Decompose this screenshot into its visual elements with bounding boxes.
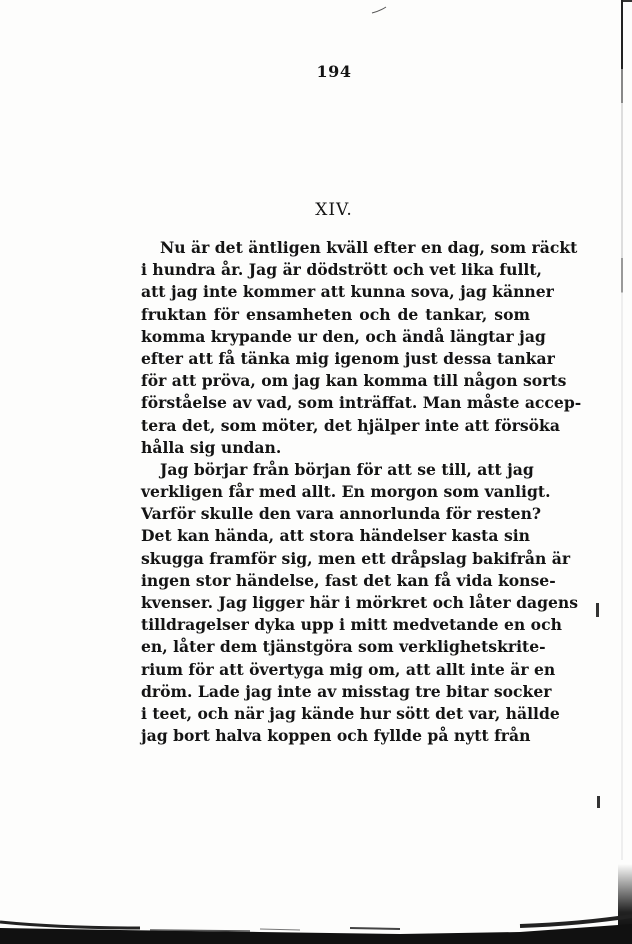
text-line: en, låter dem tjänstgöra som verklighetskrite- (141, 637, 546, 657)
scan-speck (597, 796, 600, 808)
scan-speck (596, 603, 599, 617)
text-line: kvenser. Jag ligger här i mörkret och låter dagens (141, 593, 579, 612)
text-line: Nu är det äntligen kväll efter en dag, som räckt (160, 238, 578, 257)
scan-mark (370, 0, 390, 19)
text-line: komma krypande ur den, och ändå längtar jag (141, 326, 546, 346)
text-line: Jag börjar från början för att se till, att jag (160, 459, 534, 479)
text-line: hålla sig undan. (141, 437, 282, 457)
text-line: skugga framför sig, men ett dråpslag bakifrån är (141, 548, 571, 568)
text-line: dröm. Lade jag inte av misstag tre bitar socker (141, 681, 552, 701)
text-line: ingen stor händelse, fast det kan få vida konse- (141, 570, 556, 590)
page-number: 194 (316, 62, 352, 81)
text-line: tera det, som möter, det hjälper inte att försöka (141, 415, 560, 435)
text-line: för att pröva, om jag kan komma till någon sorts (141, 371, 567, 391)
text-line: efter att få tänka mig igenom just dessa tankar (141, 348, 555, 368)
text-line: jag bort halva koppen och fyllde på nytt från (141, 726, 531, 746)
text-line: fruktan för ensamheten och de tankar, som (141, 304, 530, 324)
body-text (141, 237, 582, 747)
text-line: rium för att övertyga mig om, att allt inte är en (141, 659, 556, 679)
text-line: att jag inte kommer att kunna sova, jag känner (141, 282, 554, 302)
text-line: verkligen får med allt. En morgon som vanligt. (141, 482, 551, 502)
page-edge-bottom (0, 888, 632, 944)
text-line: i teet, och när jag kände hur sött det var, hällde (141, 703, 560, 723)
text-line: Det kan hända, att stora händelser kasta sin (141, 526, 530, 546)
page-edge-right (618, 0, 632, 944)
text-line: tilldragelser dyka upp i mitt medvetande en och (141, 615, 562, 635)
chapter-heading: XIV. (315, 200, 353, 220)
text-line: i hundra år. Jag är dödstrött och vet lika fullt, (141, 260, 542, 280)
text-line: förståelse av vad, som inträffat. Man måste accep- (141, 393, 582, 413)
text-line: Varför skulle den vara annorlunda för resten? (141, 504, 542, 524)
